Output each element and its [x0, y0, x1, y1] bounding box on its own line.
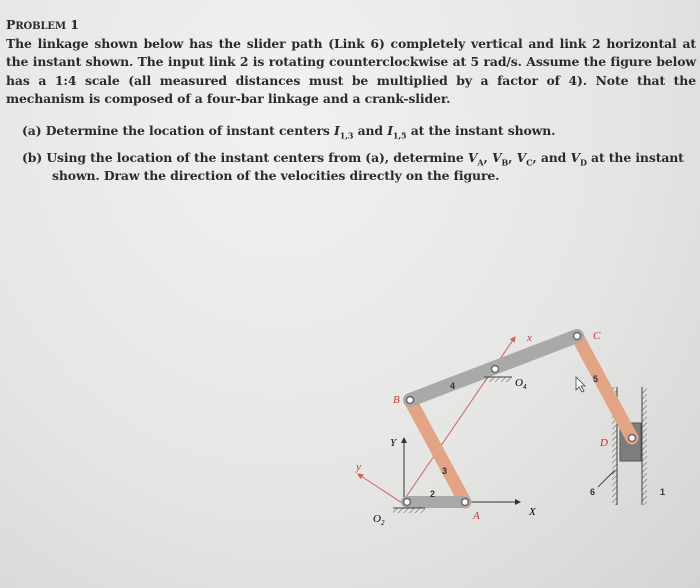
label-c: C	[593, 330, 601, 342]
problem-statement: The linkage shown below has the slider path (Link 6) completely vertical and link 2 horizontal at the instant shown. The input link 2 is rotating counterclockwise at 5 rad/s. Assume the figure below has a 1:4 scale (all measured distances must be multiplied by a factor of 4). Note that the mechanism is composed of a four-bar linkage and a crank-slider.	[6, 36, 696, 106]
pin-o2	[404, 499, 411, 506]
label-link-2: 2	[430, 489, 436, 499]
pin-a	[462, 499, 469, 506]
label-link-4: 4	[450, 381, 456, 391]
label-link-1: 1	[660, 487, 666, 497]
label-link-6: 6	[590, 487, 596, 497]
part-b: (b) Using the location of the instant centers from (a), determine $V_A$, $V_B$, $V_C$, and $V_D$ at the instant shown. Draw the direction of the velocities directly on the figure.	[22, 150, 684, 184]
part-a: (a) Determine the location of instant centers $I_{1,3}$ and $I_{1,5}$ at the instant shown.	[22, 123, 556, 141]
label-x-local: x	[527, 332, 532, 344]
label-a: A	[473, 510, 480, 522]
label-d: D	[600, 437, 608, 449]
label-y-local: y	[356, 461, 361, 473]
problem-title: PROBLEM 1	[6, 17, 79, 32]
label-link-5: 5	[593, 374, 599, 384]
label-b: B	[393, 394, 400, 406]
label-link-3: 3	[442, 466, 448, 476]
label-o2: $O_2$	[373, 513, 385, 527]
pin-c	[574, 333, 581, 340]
ground-o4	[484, 377, 512, 382]
y-axis-local	[358, 474, 402, 503]
pin-o4	[492, 366, 499, 373]
label-x-global: X	[529, 506, 536, 518]
pin-d	[629, 435, 636, 442]
link-5	[577, 336, 632, 438]
link-3	[410, 400, 465, 502]
pin-b	[407, 397, 414, 404]
mouse-cursor-icon	[576, 377, 585, 392]
label-y-global: Y	[390, 437, 397, 449]
label-o4: $O_4$	[515, 377, 527, 391]
ground-o2	[393, 508, 425, 513]
